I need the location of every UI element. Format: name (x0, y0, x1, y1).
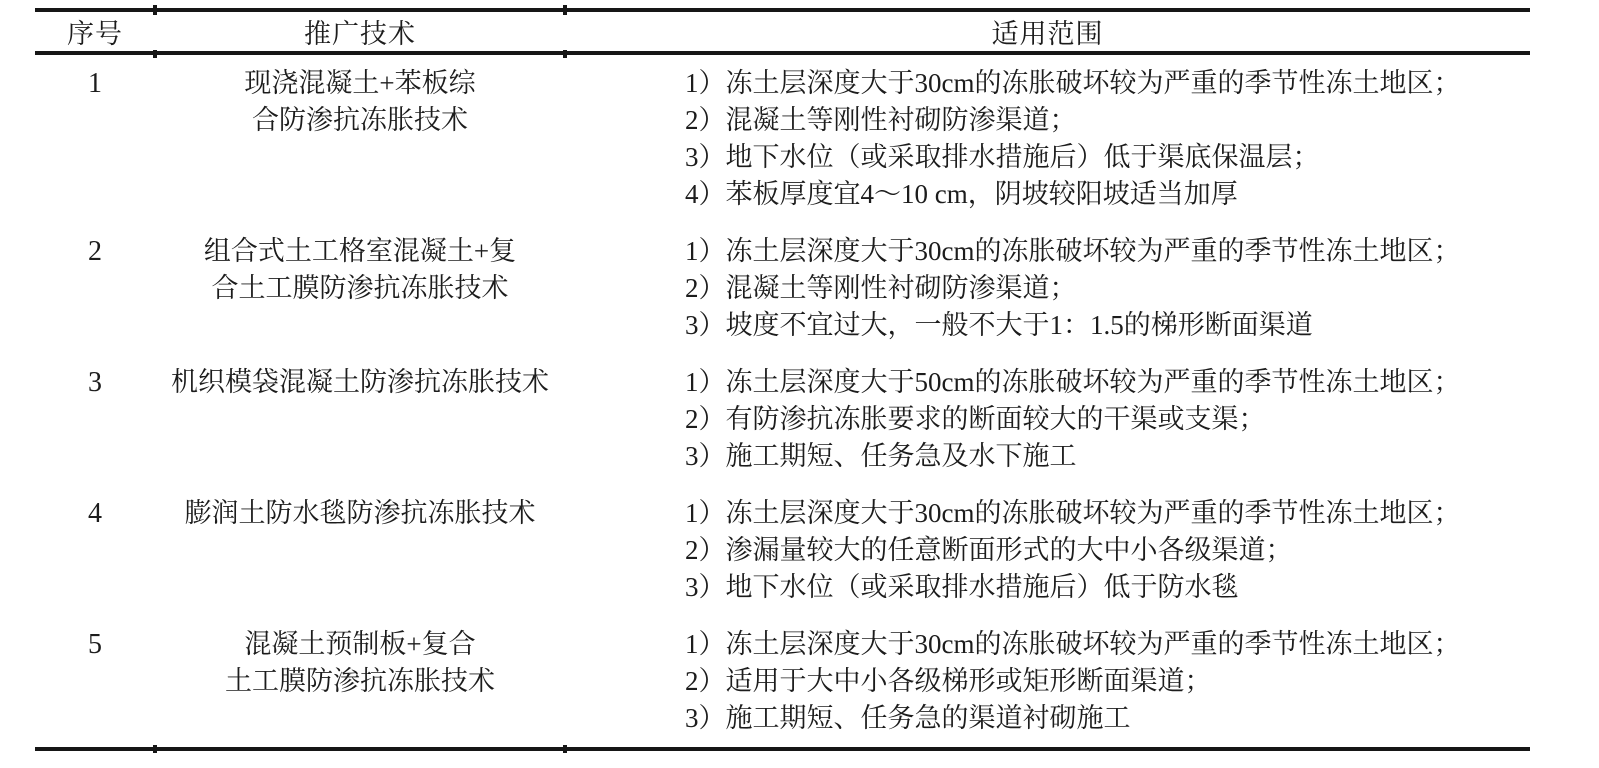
scope-item: 1）冻土层深度大于50cm的冻胀破坏较为严重的季节性冻土地区； (685, 367, 1461, 397)
technology-name-line: 合防渗抗冻胀技术 (252, 105, 468, 135)
scope-item: 2）有防渗抗冻胀要求的断面较大的干渠或支渠； (685, 404, 1266, 434)
scope-item: 2）渗漏量较大的任意断面形式的大中小各级渠道； (685, 535, 1293, 565)
scope-item: 3）坡度不宜过大，一般不大于1：1.5的梯形断面渠道 (685, 310, 1313, 340)
applicable-scope-cell (565, 354, 1530, 485)
scope-item: 2）适用于大中小各级梯形或矩形断面渠道； (685, 666, 1212, 696)
technology-name-line: 组合式土工格室混凝土+复 (203, 236, 517, 266)
technology-name-line: 现浇混凝土+苯板综 (244, 68, 476, 98)
applicable-scope-cell (565, 53, 1530, 223)
scope-item: 1）冻土层深度大于30cm的冻胀破坏较为严重的季节性冻土地区； (685, 236, 1461, 266)
scope-item: 1）冻土层深度大于30cm的冻胀破坏较为严重的季节性冻土地区； (685, 68, 1461, 98)
technology-name-cell (155, 354, 565, 485)
table-row (35, 53, 1530, 223)
scope-item: 4）苯板厚度宜4～10 cm，阴坡较阳坡适当加厚 (685, 179, 1238, 209)
applicable-scope-cell (565, 223, 1530, 354)
table-header (35, 10, 1530, 53)
scope-item: 3）施工期短、任务急的渠道衬砌施工 (685, 703, 1131, 733)
table-row (35, 354, 1530, 485)
rule-tick (563, 50, 567, 58)
technology-name-cell (155, 223, 565, 354)
scope-item: 2）混凝土等刚性衬砌防渗渠道； (685, 273, 1077, 303)
header-row (35, 10, 1530, 53)
promoted-technology-table (35, 8, 1530, 751)
technology-table (35, 8, 1530, 751)
table-body (35, 53, 1530, 749)
technology-name-cell (155, 616, 565, 749)
technology-name-cell (155, 53, 565, 223)
col-header-technology: 推广技术 (155, 10, 565, 53)
technology-name-line: 混凝土预制板+复合 (244, 629, 476, 659)
technology-name-line: 土工膜防渗抗冻胀技术 (225, 666, 495, 696)
col-header-index: 序号 (35, 10, 155, 53)
scope-item: 2）混凝土等刚性衬砌防渗渠道； (685, 105, 1077, 135)
scope-item: 1）冻土层深度大于30cm的冻胀破坏较为严重的季节性冻土地区； (685, 629, 1461, 659)
row-number: 3 (88, 367, 102, 398)
technology-name-line: 膨润土防水毯防渗抗冻胀技术 (184, 498, 536, 528)
col-header-scope: 适用范围 (565, 10, 1530, 53)
scope-item: 1）冻土层深度大于30cm的冻胀破坏较为严重的季节性冻土地区； (685, 498, 1461, 528)
scope-item: 3）施工期短、任务急及水下施工 (685, 441, 1077, 471)
applicable-scope-cell (565, 616, 1530, 749)
technology-name-line: 合土工膜防渗抗冻胀技术 (211, 273, 509, 303)
table-row (35, 223, 1530, 354)
row-number: 1 (88, 68, 102, 99)
technology-name-line: 机织模袋混凝土防渗抗冻胀技术 (171, 367, 549, 397)
rule-tick (563, 745, 567, 753)
scope-item: 3）地下水位（或采取排水措施后）低于防水毯 (685, 572, 1239, 602)
rule-tick (153, 745, 157, 753)
rule-tick (153, 50, 157, 58)
row-number: 5 (35, 616, 155, 749)
technology-name-cell (155, 485, 565, 616)
table-row (35, 485, 1530, 616)
rule-tick (153, 5, 157, 15)
applicable-scope-cell (565, 485, 1530, 616)
table-row (35, 616, 1530, 749)
row-number: 4 (88, 498, 102, 529)
rule-tick (563, 5, 567, 15)
scope-item: 3）地下水位（或采取排水措施后）低于渠底保温层； (685, 142, 1320, 172)
row-number: 2 (88, 236, 102, 267)
